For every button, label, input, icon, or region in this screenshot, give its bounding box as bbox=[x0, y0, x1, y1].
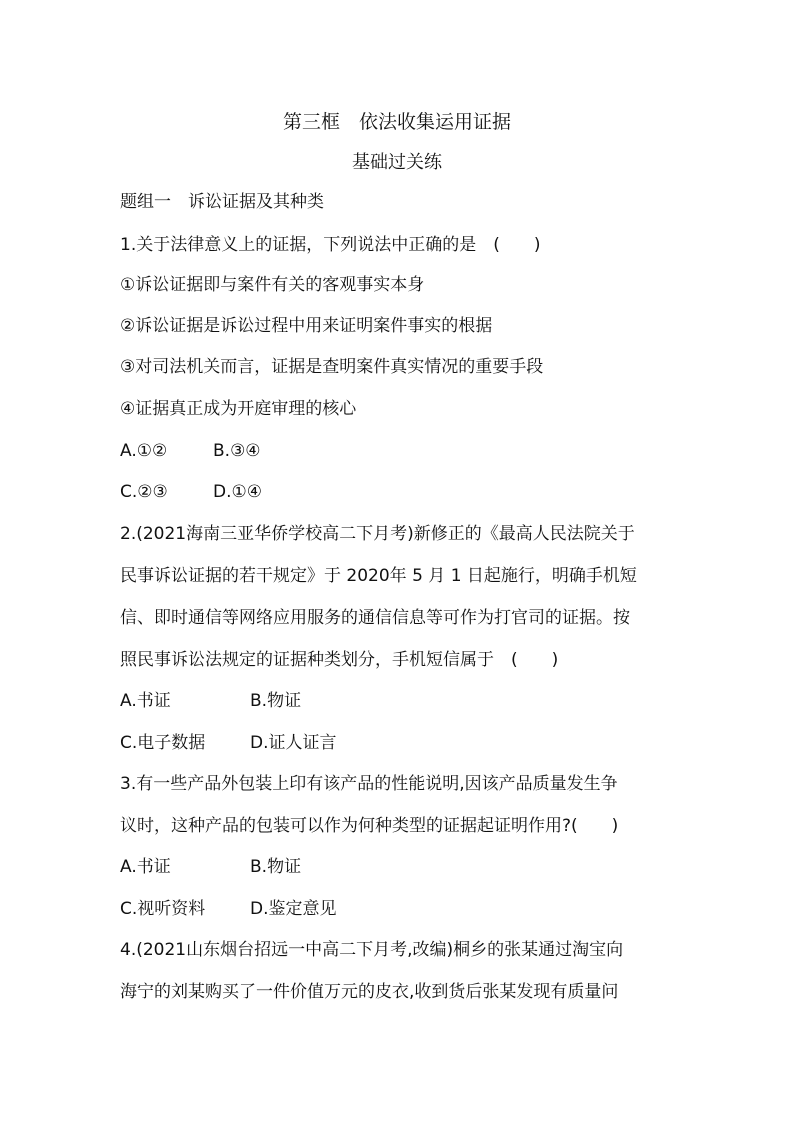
q1-statement-2: ②诉讼证据是诉讼过程中用来证明案件事实的根据 bbox=[120, 316, 493, 336]
q2-line-4: 照民事诉讼法规定的证据种类划分，手机短信属于 ( ) bbox=[120, 650, 559, 670]
q1-option-c: C.②③ bbox=[120, 482, 168, 502]
q1-statement-3: ③对司法机关而言，证据是查明案件真实情况的重要手段 bbox=[120, 357, 544, 377]
q2-option-a: A.书证 bbox=[120, 691, 171, 711]
q2-option-b: B.物证 bbox=[250, 691, 302, 711]
q3-option-c: C.视听资料 bbox=[120, 899, 206, 919]
q2-option-d: D.证人证言 bbox=[250, 733, 337, 753]
q1-statement-1: ①诉讼证据即与案件有关的客观事实本身 bbox=[120, 275, 425, 295]
q1-option-a: A.①② bbox=[120, 441, 168, 461]
q1-option-d: D.①④ bbox=[213, 482, 262, 502]
q3-option-d: D.鉴定意见 bbox=[250, 899, 337, 919]
q1-statement-4: ④证据真正成为开庭审理的核心 bbox=[120, 399, 357, 419]
q4-line-2: 海宁的刘某购买了一件价值万元的皮衣,收到货后张某发现有质量问 bbox=[120, 982, 619, 1002]
q1-option-b: B.③④ bbox=[213, 441, 261, 461]
q3-line-2: 议时，这种产品的包装可以作为何种类型的证据起证明作用?( ) bbox=[120, 816, 619, 836]
q3-option-b: B.物证 bbox=[250, 857, 302, 877]
q2-line-1: 2.(2021海南三亚华侨学校高二下月考)新修正的《最高人民法院关于 bbox=[120, 524, 635, 544]
q2-option-c: C.电子数据 bbox=[120, 733, 206, 753]
q3-option-a: A.书证 bbox=[120, 857, 171, 877]
question-group-heading: 题组一 诉讼证据及其种类 bbox=[120, 192, 324, 212]
section-title: 第三框 依法收集运用证据 bbox=[282, 111, 511, 133]
q2-line-2: 民事诉讼证据的若干规定》于 2020年 5 月 1 日起施行，明确手机短 bbox=[120, 566, 637, 586]
q2-line-3: 信、即时通信等网络应用服务的通信信息等可作为打官司的证据。按 bbox=[120, 608, 630, 628]
section-subtitle: 基础过关练 bbox=[352, 152, 442, 173]
q3-line-1: 3.有一些产品外包装上印有该产品的性能说明,因该产品质量发生争 bbox=[120, 774, 618, 794]
q4-line-1: 4.(2021山东烟台招远一中高二下月考,改编)桐乡的张某通过淘宝向 bbox=[120, 940, 624, 960]
q1-stem: 1.关于法律意义上的证据，下列说法中正确的是 ( ) bbox=[120, 235, 541, 255]
